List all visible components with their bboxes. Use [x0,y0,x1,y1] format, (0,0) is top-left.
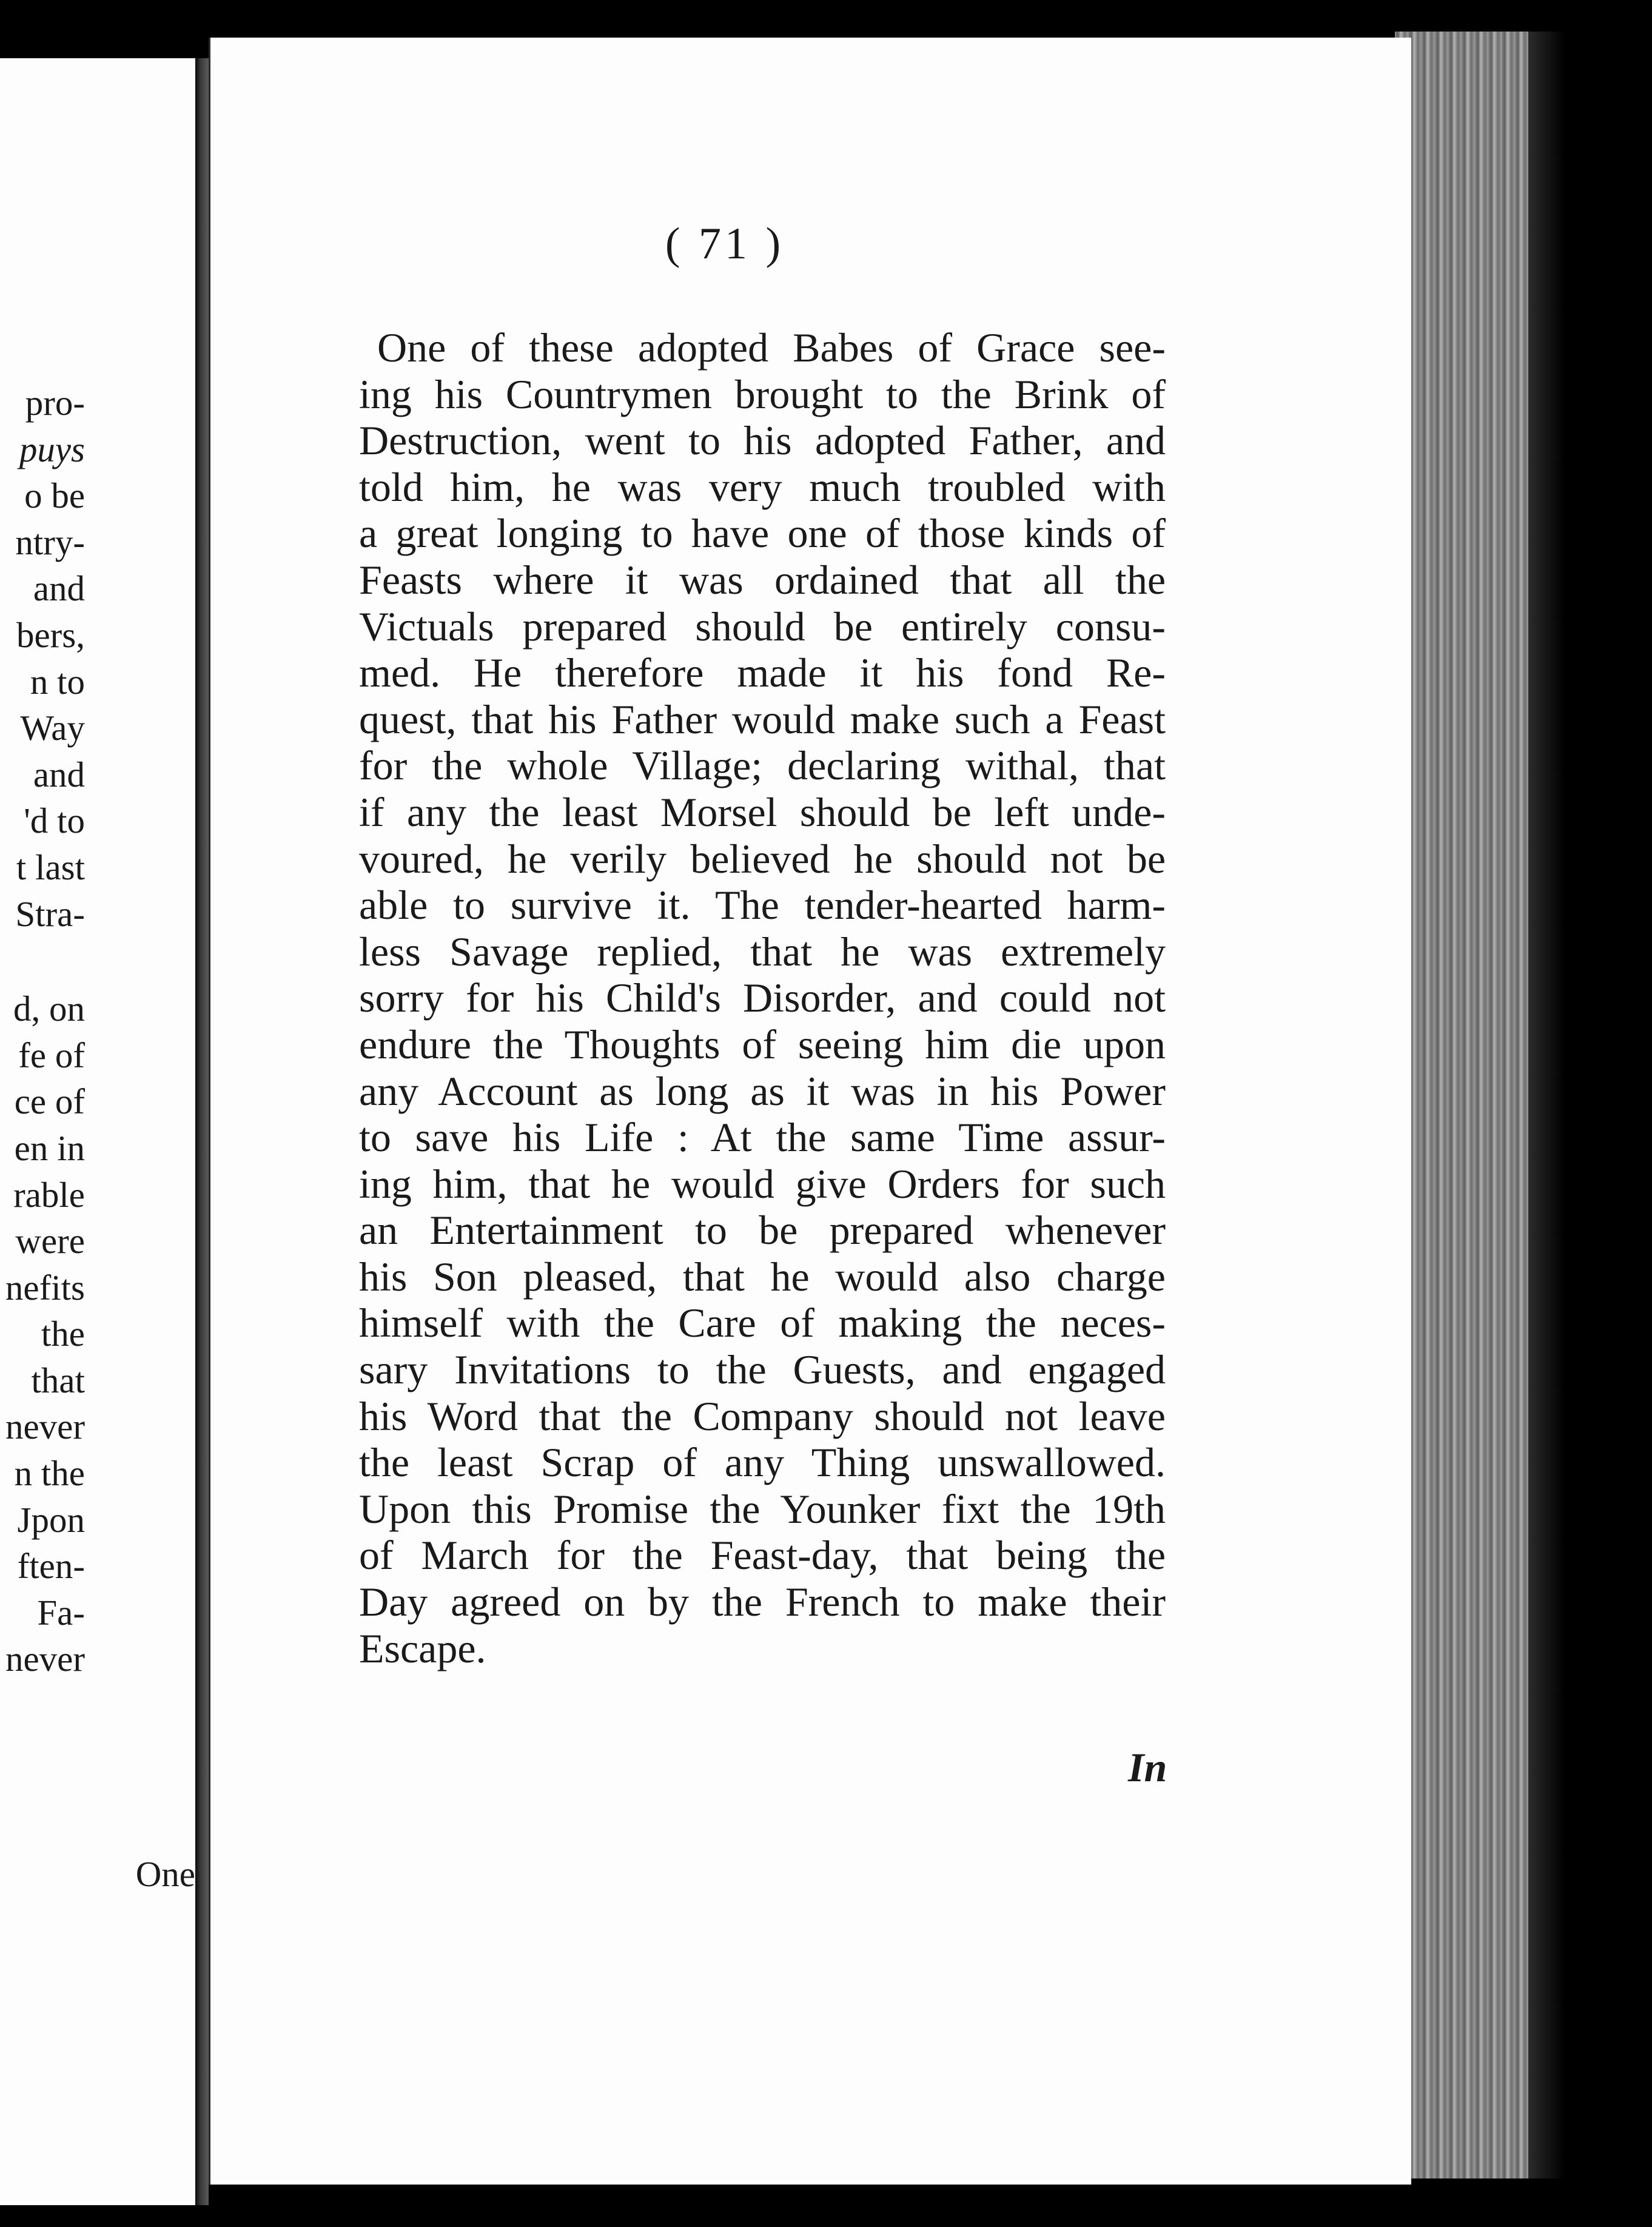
text-line: ing him, that he would give Orders for such [359,1160,1166,1207]
text-line: sary Invitations to the Guests, and engaged [359,1346,1166,1393]
left-line: the [41,1314,85,1354]
left-line: rable [13,1174,85,1215]
page-number: ( 71 ) [665,219,785,269]
text-line: for the whole Village; declaring withal, that [359,742,1166,789]
text-line: endure the Thoughts of seeing him die upon [359,1021,1166,1067]
left-line: d, on [13,989,85,1029]
text-line: ing his Countrymen brought to the Brink of [359,371,1166,417]
text-line: Destruction, went to his adopted Father, and [359,417,1166,464]
text-line: his Son pleased, that he would also charge [359,1253,1166,1300]
left-line: o be [24,475,85,516]
text-line: One of these adopted Babes of Grace see- [377,324,1166,371]
page-edges [1395,32,1565,2178]
text-line: to save his Life : At the same Time assur- [359,1114,1166,1161]
text-line: a great longing to have one of those kinds of [359,510,1166,557]
left-line: n the [14,1453,85,1494]
left-line: Fa- [37,1592,85,1633]
left-line: nefits [5,1267,85,1308]
right-page-catchword: In [1128,1744,1167,1790]
text-line: Victuals prepared should be entirely consu- [359,603,1166,650]
left-line: Way [20,708,85,748]
right-page-text [359,324,1166,1671]
text-line: himself with the Care of making the neces- [359,1300,1166,1346]
left-page-text [0,380,85,1682]
left-line: 'd to [24,801,85,841]
text-line: of March for the Feast-day, that being the [359,1532,1166,1579]
text-line: Day agreed on by the French to make their [359,1579,1166,1625]
text-line: Escape. [359,1625,486,1671]
left-line: were [15,1221,85,1261]
text-line: Feasts where it was ordained that all the [359,556,1166,603]
text-line: med. He therefore made it his fond Re- [359,650,1166,696]
text-line: Upon this Promise the Younker fixt the 19th [359,1485,1166,1532]
left-line: fe of [18,1035,85,1075]
left-line: en in [14,1127,85,1168]
text-line: sorry for his Child's Disorder, and could not [359,975,1166,1021]
text-line: less Savage replied, that he was extremely [359,928,1166,975]
left-line: never [5,1406,85,1447]
left-page-catchword: One [135,1854,195,1894]
left-line: t last [16,847,85,887]
left-line: ften- [17,1546,85,1587]
text-line: able to survive it. The tender-hearted harm- [359,882,1166,929]
text-line: told him, he was very much troubled with [359,463,1166,510]
left-line: pro- [25,383,85,423]
text-line: if any the least Morsel should be left unde- [359,788,1166,835]
text-line: an Entertainment to be prepared whenever [359,1207,1166,1254]
left-page [0,58,199,2205]
book-gutter [195,58,209,2205]
text-line: his Word that the Company should not leave [359,1392,1166,1439]
left-line: n to [30,661,85,702]
left-line: ce of [14,1081,85,1122]
left-line: ntry- [15,522,85,562]
text-line: the least Scrap of any Thing unswallowed. [359,1439,1166,1486]
text-line: quest, that his Father would make such a Feast [359,696,1166,742]
left-line: and [33,568,85,609]
left-line: that [31,1360,85,1400]
left-line: Jpon [17,1499,85,1540]
left-line: never [5,1639,85,1679]
text-line: any Account as long as it was in his Power [359,1067,1166,1114]
left-line: puys [19,429,85,469]
left-line: and [33,754,85,794]
text-line: voured, he verily believed he should not be [359,835,1166,882]
left-line: Stra- [15,893,85,934]
left-line: bers, [16,614,85,655]
